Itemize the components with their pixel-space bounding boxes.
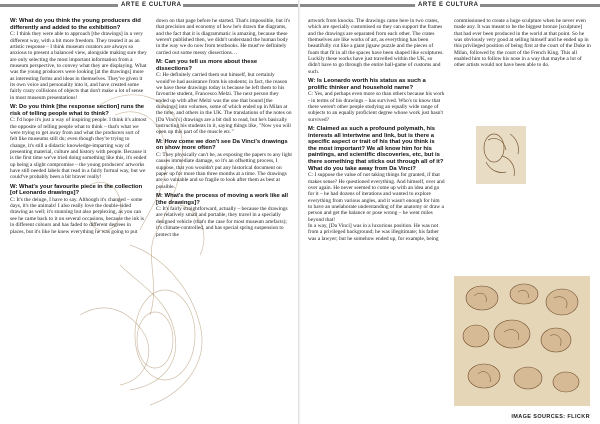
question-heading: M: Claimed as such a profound polymath, his interests all intertwine and link, but is there a specific aspect or trait of his that you think is the most important? We all know him for his paintings, and scientific discoveries, etc, but is there something that sticks out through all of it? What do you take away from Da Vinci? xyxy=(308,126,444,172)
embryo-drawing-sheet-image xyxy=(454,276,590,406)
answer-paragraph: C: They physically can't be, as exposing the papers to any light causes immediate damage, so it's an offsetting process, I suppose, that you wouldn't put any historical document on paper up for more than three months at a time. The drawings are so valuable and so fragile to look after them as best at possible. xyxy=(156,151,292,190)
section-label-left: ARTE E CULTURA xyxy=(118,0,185,11)
question-heading: W: What do you think the young producers did differently and added to the exhibition? xyxy=(10,18,141,31)
answer-paragraph: C: I think they were able to approach [the drawings] in a very different way, with a bit more freedom. They treated it as an artistic response – I think museum curators are always so anxious to present a balanced view, alongside making sure they are only selecting the most important information from a museum perspective, to convey what they are displaying. What was the young producers were looking [at the drawings] more as interesting forms and ideas in themselves. They've given it its own voice and personality into it, and have created some fairly crazy collisions of objects that don't make a lot of sense in most museum presentations! xyxy=(10,31,147,101)
answer-paragraph: C: It's the deluge, I have to say. Although it's changed – some days, it's the animals! I also really love the double-sided drawing as well; it's stunning but also perplexing, as you can see he came back to it on several occasions, because the ink is in different colours and has faded to different degrees in places, but it's like he knew everything he was going to put xyxy=(10,196,144,235)
image-credit: IMAGE SOURCES: FLICKR xyxy=(511,414,590,420)
question-heading: W: Is Leonardo worth his status as such a prolific thinker and household name? xyxy=(308,78,426,91)
text-column-2 xyxy=(156,18,292,238)
answer-paragraph: commissioned to create a huge sculpture when he never even made any. It was meant to be the biggest bronze [sculpture] that had ever been produced in the world at that point. So he was obviously very good at selling himself and he ended up in this privileged position of being first at the court of the Duke in Milan, followed by the court of the French King. This all enabled him to follow his nose in a way that maybe a lot of other artists would not have been able to do. xyxy=(454,18,591,69)
header-band-right xyxy=(480,4,600,7)
header-band-left xyxy=(300,4,415,7)
header-band-right xyxy=(183,4,300,7)
text-column-1 xyxy=(10,18,147,235)
section-label-right: ARTE E CULTURA xyxy=(415,0,482,11)
answer-paragraph: C: Yes, and perhaps even more so than others because his work - in terms of his drawings – has survived. Who's to know that there weren't other people studying an equally wide range of subjects to an equally proficient degree whose work just hasn't survived? xyxy=(308,91,445,123)
answer-paragraph: In a way, [Da Vinci] was in a luxurious position. He was not from a privileged background; he was illegitimate; his father was a lawyer; but he somehow ended up, for example, being xyxy=(308,222,439,242)
question-heading: W: What's your favourite piece in the collection [of Leonardo drawings]? xyxy=(10,183,143,197)
text-column-4 xyxy=(454,18,591,69)
question-heading: M: How come we don't see Da Vinci's drawings on show more often? xyxy=(156,138,288,152)
answer-paragraph: C: I suppose the value of not taking things for granted, if that makes sense? He questioned everything. And himself, over and over again. He never seemed to come up with an idea and go for it – he had dozens of iterations and wanted to explore everything from various angles, and it wasn't enough for him to have an unelaborate understanding of the anatomy or draw a person and get the balance or pose wrong – he went miles beyond that! xyxy=(308,172,445,223)
right-page xyxy=(300,0,600,424)
answer-paragraph: C: He definitely carried them out himself, but certainly would've had assistance from his students; in fact, the reason we have these drawings today is because he left them to his favourite student, Francesco Melzi. The next person they ended up with after Melzi was the one that bound [the drawings] into volumes, some of which ended up in Milan at the time, and others in the UK. The translations of the notes on [Da Vinci's] drawings are a bit dull to read, but he's basically instructing his students in it, saying things like, "Now you will open up this part of the muscle etc." xyxy=(156,72,292,136)
answer-paragraph: C: It's fairly straightforward, actually – because the drawings are relatively small and portable, they travel in a specially designed vehicle (that's the case for most museum artefacts); it's climate-controlled, and has special spring suspension to protect the xyxy=(156,206,288,238)
text-column-3 xyxy=(308,18,445,242)
question-heading: M: What's the process of moving a work like all [the drawings]? xyxy=(156,192,289,206)
question-heading: W: Do you think [the response section] runs the risk of telling people what to think? xyxy=(10,103,145,117)
answer-paragraph: down on that page before he started. That's impossible, but it's that precision and economy of how he's drawn the diagrams, and the fact that it is diagrammatic is amazing, because these weren't published then, we didn't understand the human body in the way we do now from textbooks. He must've definitely carried out some messy dissections… xyxy=(156,18,291,56)
right-section-header xyxy=(300,0,600,11)
answer-paragraph: artwork from knocks. The drawings came here in two crates, which are specially customised so they can support the frames and the drawings are separated from each other. The crates themselves are like works of art, as everything has been beautifully cut like a giant jigsaw puzzle and the pieces of foam that fit in all the spaces have been shaped like sculptures. Luckily these works have just travelled within the UK, so didn't have to go through the entire ball-game of customs and such. xyxy=(308,18,444,75)
question-heading: M: Can you tell us more about these dissections? xyxy=(156,59,258,72)
anatomical-drawing-small-image xyxy=(476,126,526,184)
answer-paragraph: C: I'd hope it's just a way of inspiring people. I think it's almost the opposite of telling people what to think – that's what we were trying to get away from and what the producers sort of felt like museums still do; even though they're trying to change, it's still a didactic knowledge-imparting way of presenting material, culture and history with people. Because it is the first time we've tried doing something like this, it's ended up being a slight compromise – the young producers' artworks have still needed labels that read in a fairly formal way, but we could've probably been a bit braver really! xyxy=(10,117,147,181)
header-band-left xyxy=(0,4,118,7)
left-section-header xyxy=(0,0,300,11)
